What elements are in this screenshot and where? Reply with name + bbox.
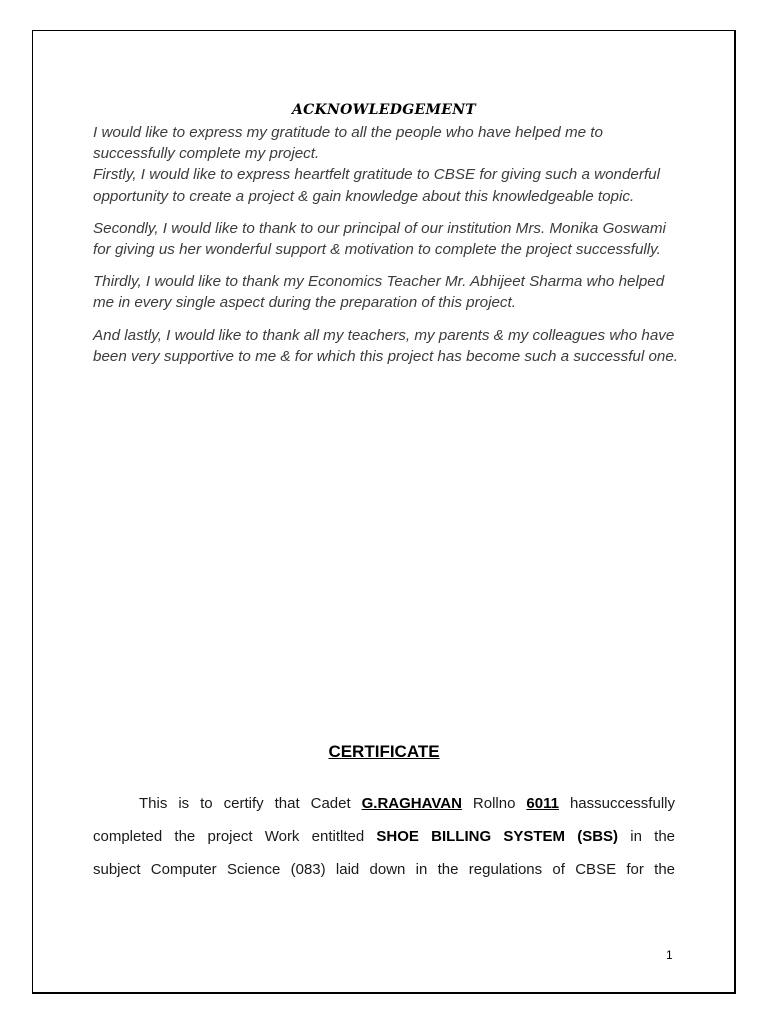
acknowledgement-paragraph-1a: I would like to express my gratitude to all the people who have helped me to successfully complete my project. bbox=[93, 124, 603, 163]
certificate-title: CERTIFICATE bbox=[328, 742, 440, 761]
certificate-line-2 bbox=[93, 828, 675, 845]
acknowledgement-title: ACKNOWLEDGEMENT bbox=[291, 102, 477, 118]
cadet-name: G.RAGHAVAN bbox=[361, 795, 462, 812]
certificate-line-1-prefix: This is to certify that Cadet bbox=[139, 795, 351, 812]
rollno-value: 6011 bbox=[526, 795, 559, 812]
page-number: 1 bbox=[666, 948, 673, 962]
acknowledgement-paragraph-3: Thirdly, I would like to thank my Economics Teacher Mr. Abhijeet Sharma who helped me in every single aspect during the preparation of this project. bbox=[93, 273, 665, 312]
acknowledgement-paragraph-4: And lastly, I would like to thank all my teachers, my parents & my colleagues who have been very supportive to me & for which this project has become such a successful one. bbox=[93, 326, 679, 365]
project-title: SHOE BILLING SYSTEM (SBS) bbox=[376, 828, 619, 845]
acknowledgement-paragraph-1b: Firstly, I would like to express heartfelt gratitude to CBSE for giving such a wonderful opportunity to create a project & gain knowledge about this knowledgeable topic. bbox=[93, 166, 660, 205]
rollno-label: Rollno bbox=[472, 795, 516, 812]
certificate-line-1 bbox=[93, 795, 675, 812]
certificate-line-1-suffix: hassuccessfully bbox=[569, 795, 675, 812]
acknowledgement-paragraph-2: Secondly, I would like to thank to our principal of our institution Mrs. Monika Goswami for giving us her wonderful support & motivation to complete the project successfully. bbox=[93, 219, 666, 259]
acknowledgement-body bbox=[93, 122, 683, 378]
certificate-line-2-prefix: completed the project Work entitlted bbox=[93, 828, 365, 845]
certificate-line-3: subject Computer Science (083) laid down in the regulations of CBSE for the bbox=[93, 861, 675, 878]
certificate-line-2-suffix: in the bbox=[630, 828, 676, 845]
